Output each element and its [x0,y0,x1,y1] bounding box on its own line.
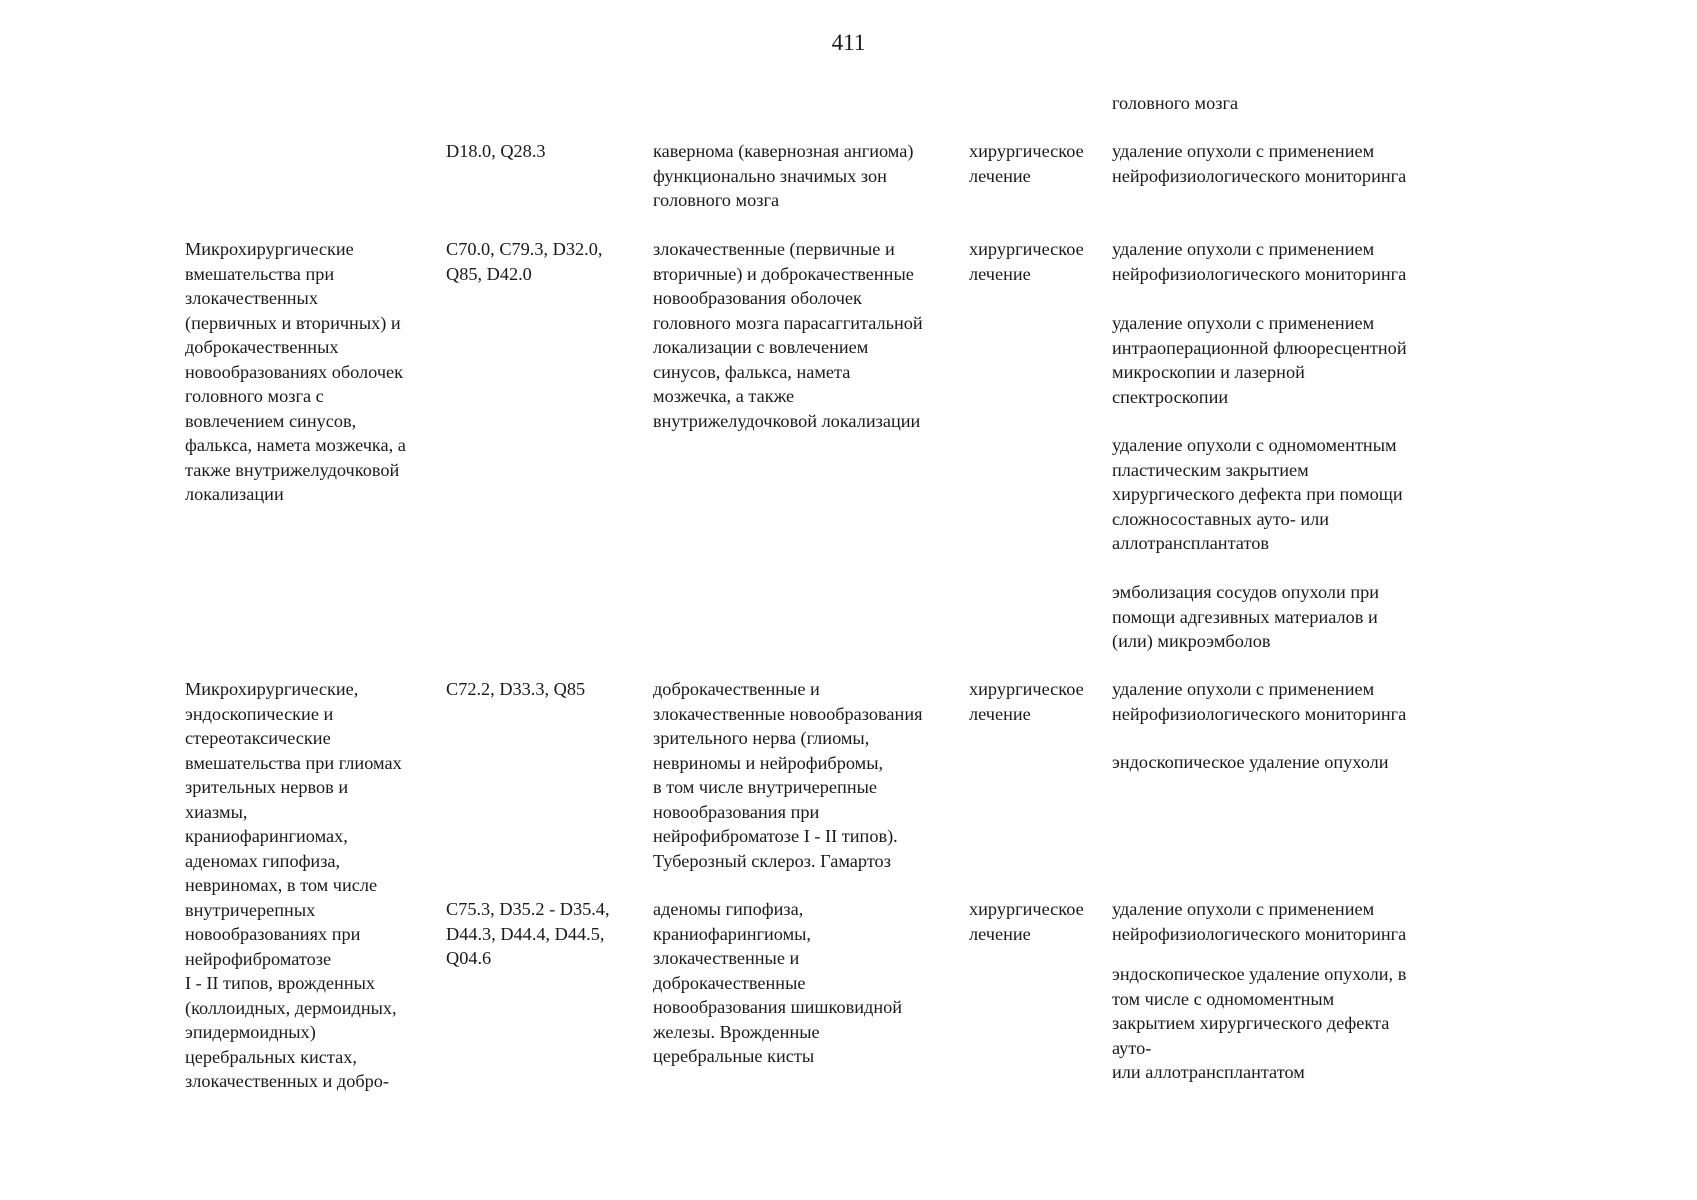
code-cell: C72.2, D33.3, Q85 [446,679,586,699]
treatment-type-cell: хирургическое лечение [969,239,1084,284]
method-cell: эмболизация сосудов опухоли при помощи адгезивных материалов и (или) микроэмболов [1112,582,1380,651]
method-cell: удаление опухоли с одномоментным пластическим закрытием хирургического дефекта при помощи сложносоставных ауто- или аллотрансплантатов [1112,435,1403,553]
treatment-type-cell: хирургическое лечение [969,679,1084,724]
treatment-type-cell: хирургическое лечение [969,899,1084,944]
treatment-type-cell: хирургическое лечение [969,141,1084,186]
model-cell: злокачественные (первичные и вторичные) и доброкачественные новообразования оболочек головного мозга парасаггитальной локализации с вовлечением синусов, фалькса, намета мозжечка, а также внутрижелудочковой локализации [653,239,923,431]
page-number: 411 [831,30,866,55]
code-cell: D18.0, Q28.3 [446,141,546,161]
method-cell: удаление опухоли с применением нейрофизиологического мониторинга [1112,141,1407,186]
intervention-name-cell: Микрохирургические, эндоскопические и стереотаксические вмешательства при глиомах зрительных нервов и хиазмы, краниофарингиомах, аденомах гипофиза, невриномах, в том числе внутричерепных новообразованиях при нейрофиброматозе I - II типов, врожденных (коллоидных, дермоидных, эпидермоидных) церебральных кистах, злокачественных и добро- [185,679,402,1091]
code-cell: C75.3, D35.2 - D35.4, D44.3, D44.4, D44.5, Q04.6 [446,899,610,968]
code-cell: C70.0, C79.3, D32.0, Q85, D42.0 [446,239,603,284]
intervention-name-cell: Микрохирургические вмешательства при злокачественных (первичных и вторичных) и доброкачественных новообразованиях оболочек головного мозга с вовлечением синусов, фалькса, намета мозжечка, а также внутрижелудочковой локализации [185,239,406,504]
method-cell: удаление опухоли с применением нейрофизиологического мониторинга [1112,239,1407,284]
method-cell: удаление опухоли с применением нейрофизиологического мониторинга [1112,679,1407,724]
method-cell: удаление опухоли с применением интраоперационной флюоресцентной микроскопии и лазерной спектроскопии [1112,313,1407,407]
model-cell: аденомы гипофиза, краниофарингиомы, злокачественные и доброкачественные новообразования шишковидной железы. Врожденные церебральные кисты [653,899,903,1066]
model-cell: кавернома (кавернозная ангиома) функционально значимых зон головного мозга [653,141,914,210]
model-cell: доброкачественные и злокачественные новообразования зрительного нерва (глиомы, невриномы и нейрофибромы, в том числе внутричерепные новообразования при нейрофиброматозе I - II типов). Туберозный склероз. Гамартоз [653,679,923,871]
method-cell: головного мозга [1112,93,1239,113]
method-cell: эндоскопическое удаление опухоли, в том числе с одномоментным закрытием хирургического дефекта ауто- или аллотрансплантатом [1112,964,1407,1082]
method-cell: удаление опухоли с применением нейрофизиологического мониторинга [1112,899,1407,944]
method-cell: эндоскопическое удаление опухоли [1112,752,1389,772]
